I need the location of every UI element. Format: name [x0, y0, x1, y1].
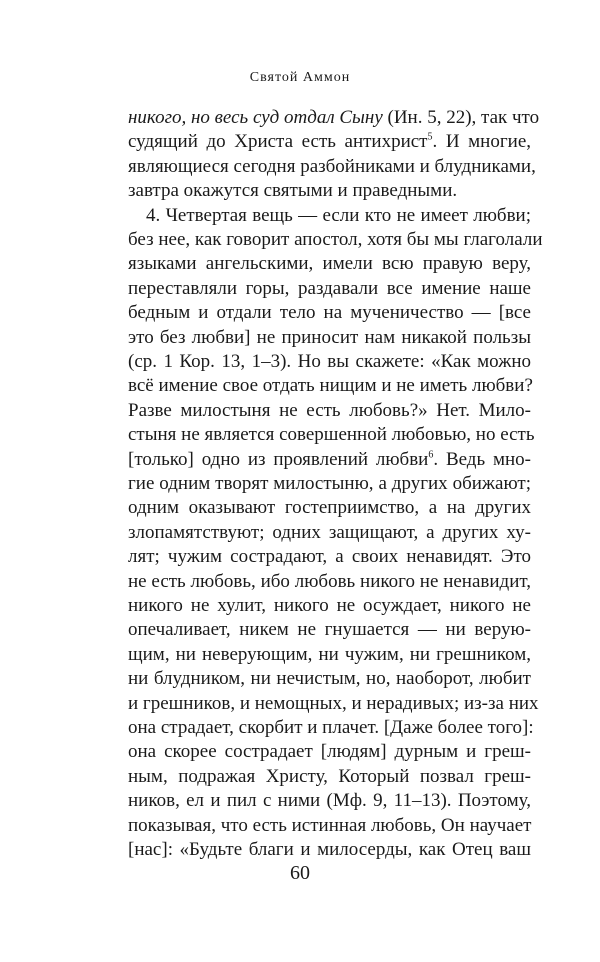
text-line — [128, 179, 531, 203]
footnote-ref: 5 — [427, 132, 433, 144]
text-line — [128, 765, 531, 789]
text-line — [128, 326, 531, 350]
text-line — [146, 204, 531, 228]
text-run: бедным и отдали тело на мученичество — [все — [128, 302, 531, 324]
text-run: и грешников, и немощных, и нерадивых; из-за них — [128, 692, 539, 714]
text-line — [128, 155, 536, 179]
text-line — [128, 130, 531, 154]
text-run: без нее, как говорит апостол, хотя бы мы глаголали — [128, 229, 543, 250]
text-run: она страдает, скорбит и плачет. [Даже более того]: — [128, 717, 534, 738]
text-run: [только] одно из проявлений любви — [128, 448, 429, 470]
text-run: являющиеся сегодня разбойниками и блудниками, — [128, 155, 536, 177]
text-line — [128, 423, 535, 447]
text-line — [128, 618, 531, 642]
text-run: стыня не является совершенной любовью, но есть — [128, 424, 535, 446]
text-line — [128, 301, 531, 325]
text-run: (ср. 1 Кор. 13, 1–3). Но вы скажете: «Как можно — [128, 351, 531, 372]
footnote-ref: 6 — [428, 449, 434, 461]
text-line — [128, 106, 540, 130]
text-line — [128, 692, 539, 716]
text-run: Разве милостыня не есть любовь?» Нет. Мило- — [128, 399, 531, 421]
text-run: судящий до Христа есть антихрист — [128, 131, 428, 153]
text-line — [128, 838, 531, 862]
text-run: лят; чужим сострадают, а своих ненавидят. Это — [128, 546, 531, 568]
text-run: это без любви] не приносит нам никакой пользы — [128, 326, 531, 348]
text-line — [128, 374, 531, 398]
text-line — [128, 521, 531, 545]
text-run: злопамятствуют; одних защищают, а других ху- — [128, 521, 531, 543]
text-run: всё имение свое отдать нищим и не иметь любви? — [128, 375, 533, 397]
text-line — [128, 667, 531, 691]
text-run: ников, ел и пил с ними (Мф. 9, 11–13). Поэтому, — [128, 790, 531, 812]
text-line — [128, 228, 543, 252]
text-run: гие одним творят милостыню, а других обижают; — [128, 473, 531, 494]
text-run: показывая, что есть истинная любовь, Он научает — [128, 814, 532, 836]
text-run: (Ин. 5, 22), так что — [382, 107, 540, 128]
page-number: 60 — [290, 862, 310, 884]
text-run: [нас]: «Будьте благи и милосерды, как Отец ваш — [128, 839, 531, 860]
text-line — [128, 277, 531, 301]
text-line — [128, 594, 531, 618]
text-run: опечаливает, никем не гнушается — ни верую- — [128, 619, 531, 641]
text-line — [128, 448, 531, 472]
text-line — [128, 789, 531, 813]
text-run: языками ангельскими, имели всю правую веру, — [128, 253, 531, 275]
text-run: никого, но весь суд отдал Сыну — [128, 107, 383, 128]
text-run: никого не хулит, никого не осуждает, никого не — [128, 595, 531, 616]
text-line — [128, 570, 531, 594]
text-line — [128, 252, 531, 276]
text-line — [128, 716, 534, 740]
text-run: ни блудником, ни нечистым, но, наоборот, любит — [128, 668, 531, 690]
running-head: Святой Аммон — [249, 70, 351, 85]
text-line — [128, 814, 531, 838]
text-run: одним оказывают гостеприимство, а на других — [128, 497, 531, 519]
text-run: завтра окажутся святыми и праведными. — [128, 180, 458, 202]
text-run: щим, ни неверующим, ни чужим, ни грешником, — [128, 643, 531, 665]
text-run: не есть любовь, ибо любовь никого не ненавидит, — [128, 570, 531, 592]
text-line — [128, 545, 531, 569]
text-run: переставляли горы, раздавали все имение наше — [128, 277, 531, 299]
text-line — [128, 472, 531, 496]
text-run: 4. Четвертая вещь — если кто не имеет любви; — [146, 204, 531, 226]
text-run: ным, подражая Христу, Который позвал греш- — [128, 765, 531, 787]
text-run: . И многие, — [432, 131, 531, 153]
text-line — [128, 643, 531, 667]
text-line — [128, 740, 531, 764]
text-run: она скорее сострадает [людям] дурным и греш- — [128, 741, 531, 763]
text-line — [128, 399, 531, 423]
text-line — [128, 350, 531, 374]
text-run: . Ведь мно- — [433, 448, 531, 470]
text-line — [128, 496, 531, 520]
